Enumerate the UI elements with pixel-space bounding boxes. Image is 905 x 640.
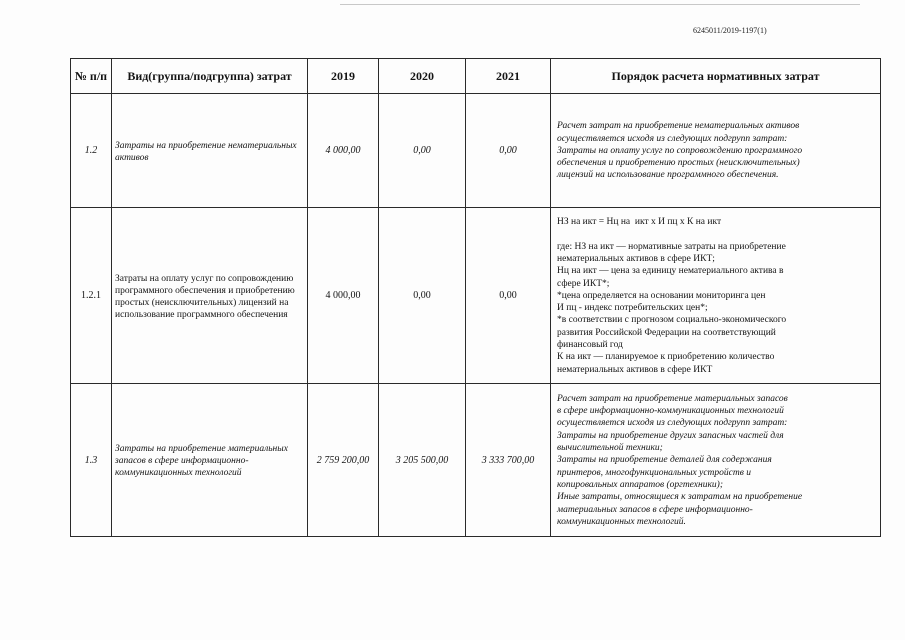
header-method: Порядок расчета нормативных затрат [551, 59, 881, 94]
header-type: Вид(группа/подгруппа) затрат [112, 59, 308, 94]
method-line: Затраты на приобретение других запасных частей для [557, 430, 784, 441]
method-line: финансовый год [557, 340, 623, 351]
value-2020: 0,00 [379, 208, 466, 384]
method-cell [551, 208, 881, 384]
row-name: Затраты на приобретение нематериальных активов [115, 140, 297, 163]
header-num: № п/п [71, 59, 112, 94]
method-line: сфере ИКТ*; [557, 278, 610, 289]
method-text [551, 215, 880, 376]
scan-artifact-line [340, 4, 860, 5]
header-2019: 2019 [308, 59, 379, 94]
method-line: материальных запасов в сфере информационно- [557, 504, 753, 515]
method-line: в сфере информационно-коммуникационных технологий [557, 406, 784, 417]
value-2021: 0,00 [466, 94, 551, 208]
method-line: принтеров, многофункциональных устройств и [557, 467, 751, 478]
value-2019: 4 000,00 [308, 208, 379, 384]
row-number: 1.2 [71, 94, 112, 208]
method-line: нематериальных активов в сфере ИКТ; [557, 253, 715, 264]
method-line: лицензий на использование программного обеспечения. [557, 170, 779, 181]
method-line: НЗ на икт = Нц на икт х И пц х К на икт [557, 217, 722, 228]
row-name-cell [112, 94, 308, 208]
method-line: вычислительной техники; [557, 443, 663, 454]
method-line: Расчет затрат на приобретение материальных запасов [557, 393, 788, 404]
document-id: 6245011/2019-1197(1) [693, 26, 767, 35]
value-2021: 3 333 700,00 [466, 384, 551, 537]
value-2021: 0,00 [466, 208, 551, 384]
row-number: 1.3 [71, 384, 112, 537]
method-text [551, 119, 880, 181]
method-line: обеспечения и приобретению простых (неисключительных) [557, 158, 800, 169]
method-line: Иные затраты, относящиеся к затратам на приобретение [557, 492, 803, 503]
row-name: Затраты на приобретение материальных запасов в сфере информационно-коммуникационных технологий [115, 444, 288, 478]
header-2021: 2021 [466, 59, 551, 94]
value-2020: 3 205 500,00 [379, 384, 466, 537]
method-line: развития Российской Федерации на соответствующий [557, 327, 776, 338]
method-line: Нц на икт — цена за единицу нематериального актива в [557, 266, 784, 277]
method-line: осуществляется исходя из следующих подгрупп затрат: [557, 133, 788, 144]
row-name: Затраты на оплату услуг по сопровождению программного обеспечения и приобретению простых (неисключительных) лицензий на использование программного обеспечения [115, 273, 295, 320]
value-2020: 0,00 [379, 94, 466, 208]
row-name-cell [112, 208, 308, 384]
method-line: Расчет затрат на приобретение нематериальных активов [557, 121, 800, 132]
method-text [551, 392, 880, 528]
method-cell [551, 384, 881, 537]
method-line: где: НЗ на икт — нормативные затраты на приобретение [557, 241, 786, 252]
row-name-cell [112, 384, 308, 537]
method-line: *в соответствии с прогнозом социально-экономического [557, 315, 787, 326]
value-2019: 4 000,00 [308, 94, 379, 208]
method-line: Затраты на приобретение деталей для содержания [557, 455, 772, 466]
method-line: копировальных аппаратов (оргтехники); [557, 479, 723, 490]
table-row [71, 384, 881, 537]
method-line: коммуникационных технологий. [557, 516, 686, 527]
cost-table [70, 58, 881, 537]
table-row [71, 208, 881, 384]
method-line: нематериальных активов в сфере ИКТ [557, 364, 713, 375]
header-2020: 2020 [379, 59, 466, 94]
table-row [71, 94, 881, 208]
value-2019: 2 759 200,00 [308, 384, 379, 537]
method-line: Затраты на оплату услуг по сопровождению программного [557, 145, 803, 156]
method-line: И пц - индекс потребительских цен*; [557, 303, 708, 314]
row-number: 1.2.1 [71, 208, 112, 384]
header-row [71, 59, 881, 94]
method-line [557, 228, 876, 240]
method-line: осуществляется исходя из следующих подгрупп затрат: [557, 418, 788, 429]
method-cell [551, 94, 881, 208]
method-line: *цена определяется на основании мониторинга цен [557, 290, 766, 301]
method-line: К на икт — планируемое к приобретению количество [557, 352, 775, 363]
